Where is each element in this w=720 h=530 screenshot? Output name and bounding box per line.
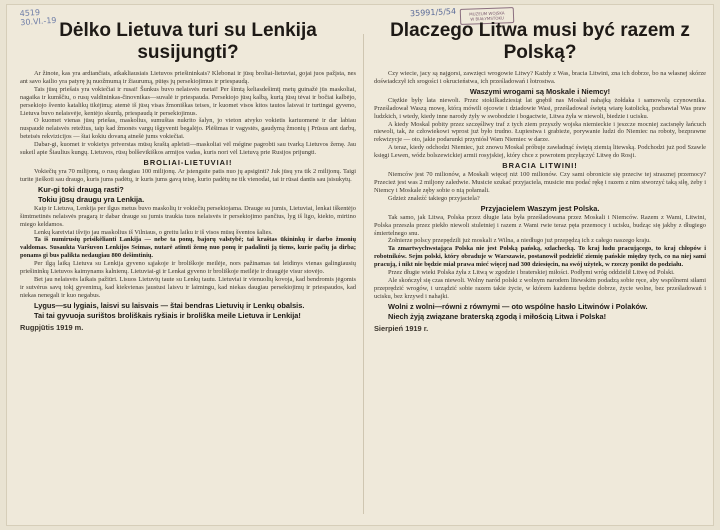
polish-body [374,70,706,333]
paragraph: A teraz, kiedy odchodzi Niemiec, już znowu Moskal próbuje zawładnąć świętą ziemią litewską. Podchodzi już pod Szawle księgi Lewen, wódz bolszewickiej armii rosyjskiej, który chce z powrotem przyłączyć Litwę do Rosji. [374,144,706,160]
paragraph: Lenkų kareiviai išvijo jau maskolius iš Vilniaus, o greitu laiku ir iš visos mūsų šventos šalies. [34,228,273,236]
paragraph: Per ilgą laiką Lietuva su Lenkija gyveno sąjakoje ir broliškoje meilėje, nors pažinamas tai leidinys vienas galingiausių priešininkų Lietuvos kaimynams kalnienų. Lietuviai-gi ir Lenkai gyveno ir broliškoje meilėje ir draugėje visur stovėjo. [20,260,356,276]
paragraph: Przez długie wieki Polska żyła z Litwą w zgodzie i braterskiej miłości. Podłymi wróg oddzielił Litwę od Polski. [388,269,675,277]
paragraph: Czy wiecie, jacy są najgorsi, zawzięci wrogowie Litwy? Każdy z Was, bracia Litwini, zna ich dobrze, bo na własnej skórze doświadczył ich srogości i okrucieństwa, ich prześladowań i łotrostwa. [374,70,706,85]
lithuanian-column [20,4,356,526]
paragraph: A kiedy Moskal pobity przez szczęśliwy traf z tych ziem przyszły wojska niemieckie i jeszcze mocniej zacisnęły łańcuch niewoli, tak, że człowiekowi wprost już było trudno. Łupiestwa i grabieże, porywanie ludzi do Niemiec na roboty, bezprawne rekwizycje — oto, jakie podarunki przyniósł Wam Niemiec w darze. [374,120,706,144]
polish-heading-friend: Przyjacielem Waszym jest Polska. [480,203,600,213]
leaflet-sheet [6,4,714,526]
paragraph: Dabar-gi, kuomet ir vokietys priverstas mūsų kraštą apleisti—maskoliai vėl mégine pagrobti sau tvarką Lietuvos žemę. Jau sukeil apie Šiaulius kungų. Lietuvos, rūsų bolševikiškos armijos vadas, kuris nori vėl Lietuvą prie Rusijos prijungti. [20,141,356,157]
paragraph: Ar žinote, kas yra ardiančiais, atkakliausiais Lietuvos priešininkais? Klebonai ir jūsų broliai-lietuviai, gojai juos pažįsta, nes ant savo kailio yra patyrę jų nuožmumą ir žiaurumą, pūtęs jų persekiojimus ir priespaudą. [20,70,356,85]
polish-paragraphs-2 [374,97,706,160]
paragraph: Ciężkie były lata niewoli. Przez stokilkadziesiąt lat gnębił nas Moskal nahajką żołdaka i samowolą czynownika. Prześladował Waszą mowę, którą mówili ojcowie i dziadowie Wasi, prześladował świętą wiarę katolicką, pozbawiał Was praw ludzkich, i wtedy, kiedy inne narody żyły w swobodzie i bogactwie, Litwa żyła w niewoli, biedzie i ucisku. [374,96,706,120]
lithuanian-question: Kur-gi toki draugą rasti? [38,184,124,194]
polish-date: Sierpień 1919 r. [374,323,429,333]
lithuanian-date: Rugpjūtis 1919 m. [20,322,84,332]
paragraph: Bet jau nelaisvės laikais pažiūri. Lisuos Lietuvių taute su Lenkų tautu. Lietuviai ir vienuolių kovoja, kad bendromis jėgomis ir sutvėrus savų tokį gyvenimą, kad kiekvienas jaustusi laisvu ir laimingu, kad niekas daugiau persekiojimų ir priespaudos, kad niekas nenegali ir kuo negabus. [20,275,356,299]
polish-heading-brothers: BRACIA LITWINI! [502,161,578,171]
polish-column [374,4,706,526]
paragraph: Ta iš numirusių prisikėlianti Lankija — nebe ta ponų, bajorų valstybė; tai kraštas ūkininkų ir darbo žmonių valdomas. Susaukta Varšuvon Lenkijos Seimas, nutarė atimti žemę nuo ponų ir padalinti ją tiems, kurie pačių ja dirba; ponams gi bus palikta nedaugiau 800 dešimtinių. [20,236,356,260]
lithuanian-slogan-2: Tai tai gyvuoja surištos broliškais ryšiais ir broliška meile Lietuva ir Lenkija! [34,310,301,320]
polish-slogan-1: Wolni z wolni—równi z równymi — oto wspólne hasło Litwinów i Polaków. [388,301,648,311]
polish-paragraphs-1 [374,70,706,86]
archive-number: 35991/5/54 [409,6,457,19]
polish-paragraphs-3 [374,171,706,203]
lithuanian-paragraphs-1 [20,70,356,157]
lithuanian-answer: Tokiu jūsų draugu yra Lenkija. [38,194,145,204]
paragraph: Niemców jest 70 milionów, a Moskali więcej niż 100 milionów. Czy sami obronicie się przeciw tej strasznej przemocy? Przecież jest was 2 miljony zaledwie. Musicie szukać przyjaciela, musicie mu podać rękę i razem z nim stworzyć taką siłę, żeby i Niemcy i Moskale zęby sobie o nią połamali. [374,171,706,194]
museum-stamp-text: MUZEUM WOJSKA W BIAŁYMSTOKU [469,10,505,22]
polish-title: Dlaczego Litwa musi być razem z Polską? [390,20,690,63]
paragraph: Ale skończył się czas niewoli. Wolny naród polski z wolnym narodem litewskim podadzą sobie ręce, aby wspólnemi siłami przeprędzić wrogów, i urządzić sobie razem takie życie, w którem każdemu będzie dobrze, życie wolne, bez prześladowań i ucisku, bez krzywd i nahajki. [374,276,706,300]
column-divider [363,34,364,514]
archive-note-text: 4519 30.VI.-19 [19,7,57,28]
polish-paragraphs-4 [374,214,706,301]
lithuanian-heading-brothers: BROLIAI-LIETUVIAI! [143,157,233,167]
paragraph: O kuomet vienas jūsų priešas, maskolius, sumuštas nukrito šalyn, jo vieton atvyko vokietis kariuomenė ir dar labiau nuspaudė nelaisvės retežius, taip kad žmonės vargų išgyventi begalėjo. Plėšimas ir vagystės, gaudymą žmonių į Prūsus ant darbų, beteisės rekvizicijos — štai kokiu dovaną atnešė jums vokiečiai. [20,117,356,141]
lithuanian-body [20,70,356,332]
lithuanian-slogan-1: Lygus—su lygiais, laisvi su laisvais — štai bendras Lietuvių ir Lenkų obalsis. [34,300,305,310]
paragraph: Żołnierze polscy przepędzili już moskali z Wilna, a niedługo już przepędzą ich z całego naszego kraju. [388,237,651,245]
paragraph: Kaip ir Lietuva, Lenkija per ilgus metus buvo maskolių ir vokiečių persekiojama. Drauge su jumis, Lietuviai, lenkai iškentėjo šimtmetinės nelaisvės pragarą ir dabar drauge su jumis traukia tuos nelaisvės ir persekiojimo pančius, lyg iš ligo, kiekto, mirtino miego keldamos. [20,204,356,228]
paragraph: Tais jūsų priešais yra vokiečiai ir rusai! Šunkus buvo nelaisvės metai! Per šimtą keliasdešimtį metų guinažė jūs maskoliai, nagaika ir kumščiu, o rusų valdininkas-činovnikas—suvalė ir priespauda. Persekiojo jūsų kalbą, kurią jūsų tėvai ir bočiai kalbėjo, persekiojo švento katalikų tikėjimą; atemė iš jūsų visas žmoniškas teises, ir kuomet visos kitos tautos laisvai ir turtingai gyveno, Lietuva buvo nelaisvėje, kentėjo skurdą, priespaudą ir persekiojimus. [20,85,356,117]
polish-heading-enemies: Waszymi wrogami są Moskale i Niemcy! [469,86,611,96]
paragraph: Ta zmartwychwstająca Polska nie jest Polską pańską, szlachecką. To kraj ludu pracującego, to kraj chłopów i robotników. Sejm polski, który obraduje w Warszawie, postanowił podzielić ziemię pańskie między tych, co na niej sami pracują, i nikt nie będzie miał prawa mieć więcej nad 300 dziesięcin, na swój użytek, w rzeczy ponikt do podziału. [374,245,706,269]
lithuanian-title: Dėlko Lietuva turi su Lenkija susijungti? [59,20,317,63]
paragraph: Vokiečių yra 70 milijonų, o rusų daugiau 100 milijonų. Ar įstengsite patis nuo jų apsiginti? Juk jūsų yra tik 2 milijonų. Taigi turite jieškoti sau draugo, kuris jums padėtų, ir kuris jums gavą teisę, kurio padėtų ne tik vienodai, tai ir rūsai dantis sau įsisukytų. [20,167,356,183]
paragraph: Tak samo, jak Litwa, Polska przez długie lata była prześladowana przez Moskali i Niemców. Razem z Wami, Litwini, Polska przeszła przez piekło niewoli stuletniej i razem z Wami rwie teraz pęta przemocy i ucisku, budząc się jakby z długiego śmiertelnego snu. [374,213,706,237]
paragraph: Gdzież znaleźć takiego przyjaciela? [388,194,480,202]
polish-slogan-2: Niech żyją związane braterską zgodą i miłością Litwa i Polska! [388,311,607,321]
lithuanian-paragraphs-2 [20,168,356,184]
lithuanian-paragraphs-3 [20,205,356,300]
